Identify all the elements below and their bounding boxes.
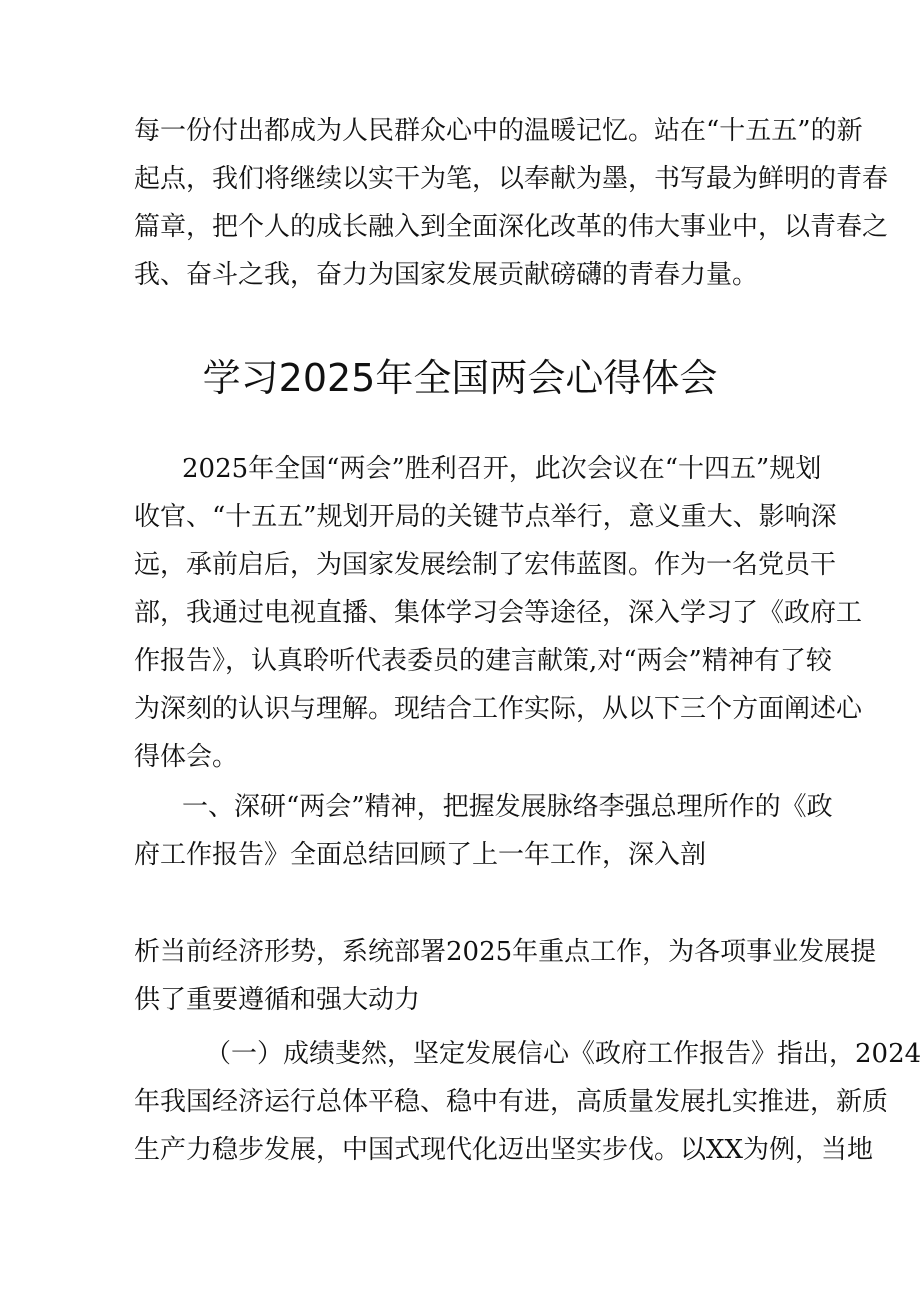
opening-line: 篇章，把个人的成长融入到全面深化改革的伟大事业中，以青春之: [134, 212, 889, 242]
intro-line: 部，我通过电视直播、集体学习会等途径，深入学习了《政府工: [134, 598, 863, 628]
section-heading-line: 府工作报告》全面总结回顾了上一年工作，深入剖: [134, 840, 707, 870]
intro-line: 2025年全国“两会”胜利召开，此次会议在“十四五”规划: [182, 454, 822, 484]
subsection-line: （一）成绩斐然，坚定发展信心《政府工作报告》指出，2024: [205, 1039, 921, 1069]
section-heading-line: 一、深研“两会”精神，把握发展脉络李强总理所作的《政: [182, 792, 833, 822]
subsection-line: 生产力稳步发展，中国式现代化迈出坚实步伐。以XX为例，当地: [134, 1135, 874, 1165]
opening-line: 起点，我们将继续以实干为笔，以奉献为墨，书写最为鲜明的青春: [134, 164, 889, 194]
subsection-line: 年我国经济运行总体平稳、稳中有进，高质量发展扎实推进，新质: [134, 1087, 889, 1117]
intro-line: 作报告》，认真聆听代表委员的建言献策,对“两会”精神有了较: [134, 646, 832, 676]
intro-line: 远，承前启后，为国家发展绘制了宏伟蓝图。作为一名党员干: [134, 550, 837, 580]
continued-line: 析当前经济形势，系统部署2025年重点工作，为各项事业发展提: [134, 937, 877, 967]
document-title: 学习2025年全国两会心得体会: [202, 356, 718, 400]
continued-line: 供了重要遵循和强大动力: [134, 985, 421, 1015]
opening-line: 每一份付出都成为人民群众心中的温暖记忆。站在“十五五”的新: [134, 116, 863, 146]
opening-line: 我、奋斗之我，奋力为国家发展贡献磅礴的青春力量。: [134, 260, 759, 290]
intro-line: 为深刻的认识与理解。现结合工作实际，从以下三个方面阐述心: [134, 694, 863, 724]
intro-line: 收官、“十五五”规划开局的关键节点举行，意义重大、影响深: [134, 502, 837, 532]
intro-line: 得体会。: [134, 742, 239, 772]
